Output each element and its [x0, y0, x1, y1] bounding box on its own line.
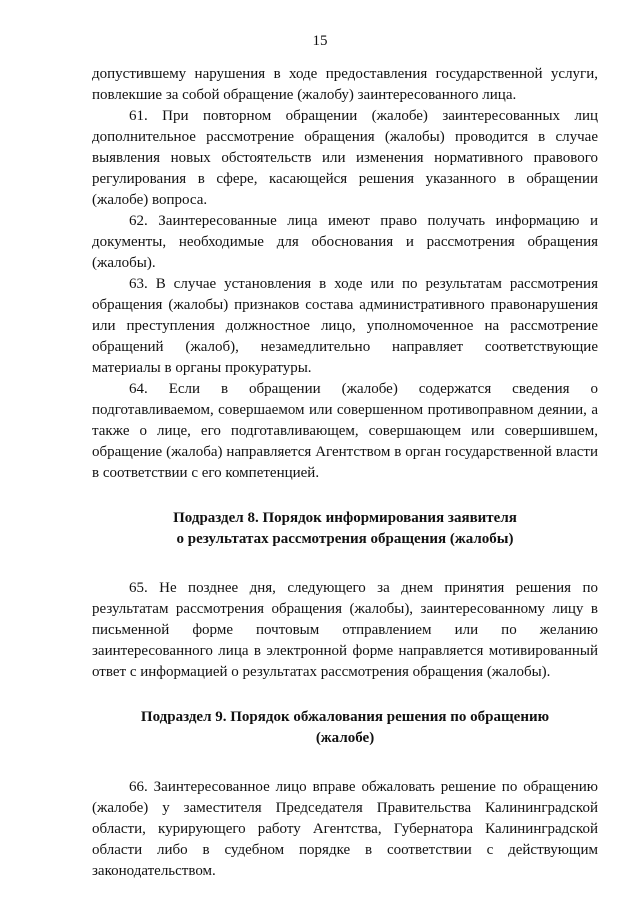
- subsection-9-heading-line-2: (жалобе): [315, 730, 375, 746]
- paragraph-61: 61. При повторном обращении (жалобе) заинтересованных лиц дополнительное рассмотрение обращения (жалобы) проводится в случае выявления новых обстоятельств или изменения нормативного правового регулирования в сфере, касающейся решения указанного в обращении (жалобе) вопроса.: [92, 108, 598, 208]
- paragraph-continuation: допустившему нарушения в ходе предоставления государственной услуги, повлекшие за собой обращение (жалобу) заинтересованного лица.: [92, 66, 598, 103]
- paragraph-63: 63. В случае установления в ходе или по результатам рассмотрения обращения (жалобы) признаков состава административного правонарушения или преступления должностное лицо, уполномоченное на рассмотрение обращений (жалоб), незамедлительно направляет соответствующие материалы в органы прокуратуры.: [92, 276, 598, 376]
- paragraph-66: 66. Заинтересованное лицо вправе обжаловать решение по обращению (жалобе) у заместителя Председателя Правительства Калининградской области, курирующего работу Агентства, Губернатора Калининградской области либо в судебном порядке в соответствии с действующим законодательством.: [92, 779, 598, 879]
- paragraph-65: 65. Не позднее дня, следующего за днем принятия решения по результатам рассмотрения обращения (жалобы), заинтересованному лицу в письменной форме почтовым отправлением или по желанию заинтересованного лица в электронной форме направляется мотивированный ответ с информацией о результатах рассмотрения обращения (жалобы).: [92, 580, 598, 680]
- subsection-9-heading: [92, 707, 598, 749]
- document-body: [92, 64, 598, 882]
- subsection-8-heading-line-1: Подраздел 8. Порядок информирования заявителя: [173, 510, 517, 526]
- subsection-8-heading: [92, 508, 598, 550]
- subsection-9-heading-line-1: Подраздел 9. Порядок обжалования решения по обращению: [140, 709, 550, 725]
- paragraph-62: 62. Заинтересованные лица имеют право получать информацию и документы, необходимые для обоснования и рассмотрения обращения (жалобы).: [92, 213, 598, 271]
- page-number: 15: [312, 33, 328, 49]
- subsection-8-heading-line-2: о результатах рассмотрения обращения (жалобы): [176, 531, 514, 547]
- paragraph-64: 64. Если в обращении (жалобе) содержатся сведения о подготавливаемом, совершаемом или совершенном противоправном деянии, а также о лице, его подготавливающем, совершающем или совершившем, обращение (жалоба) направляется Агентством в орган государственной власти в соответствии с его компетенцией.: [92, 381, 598, 481]
